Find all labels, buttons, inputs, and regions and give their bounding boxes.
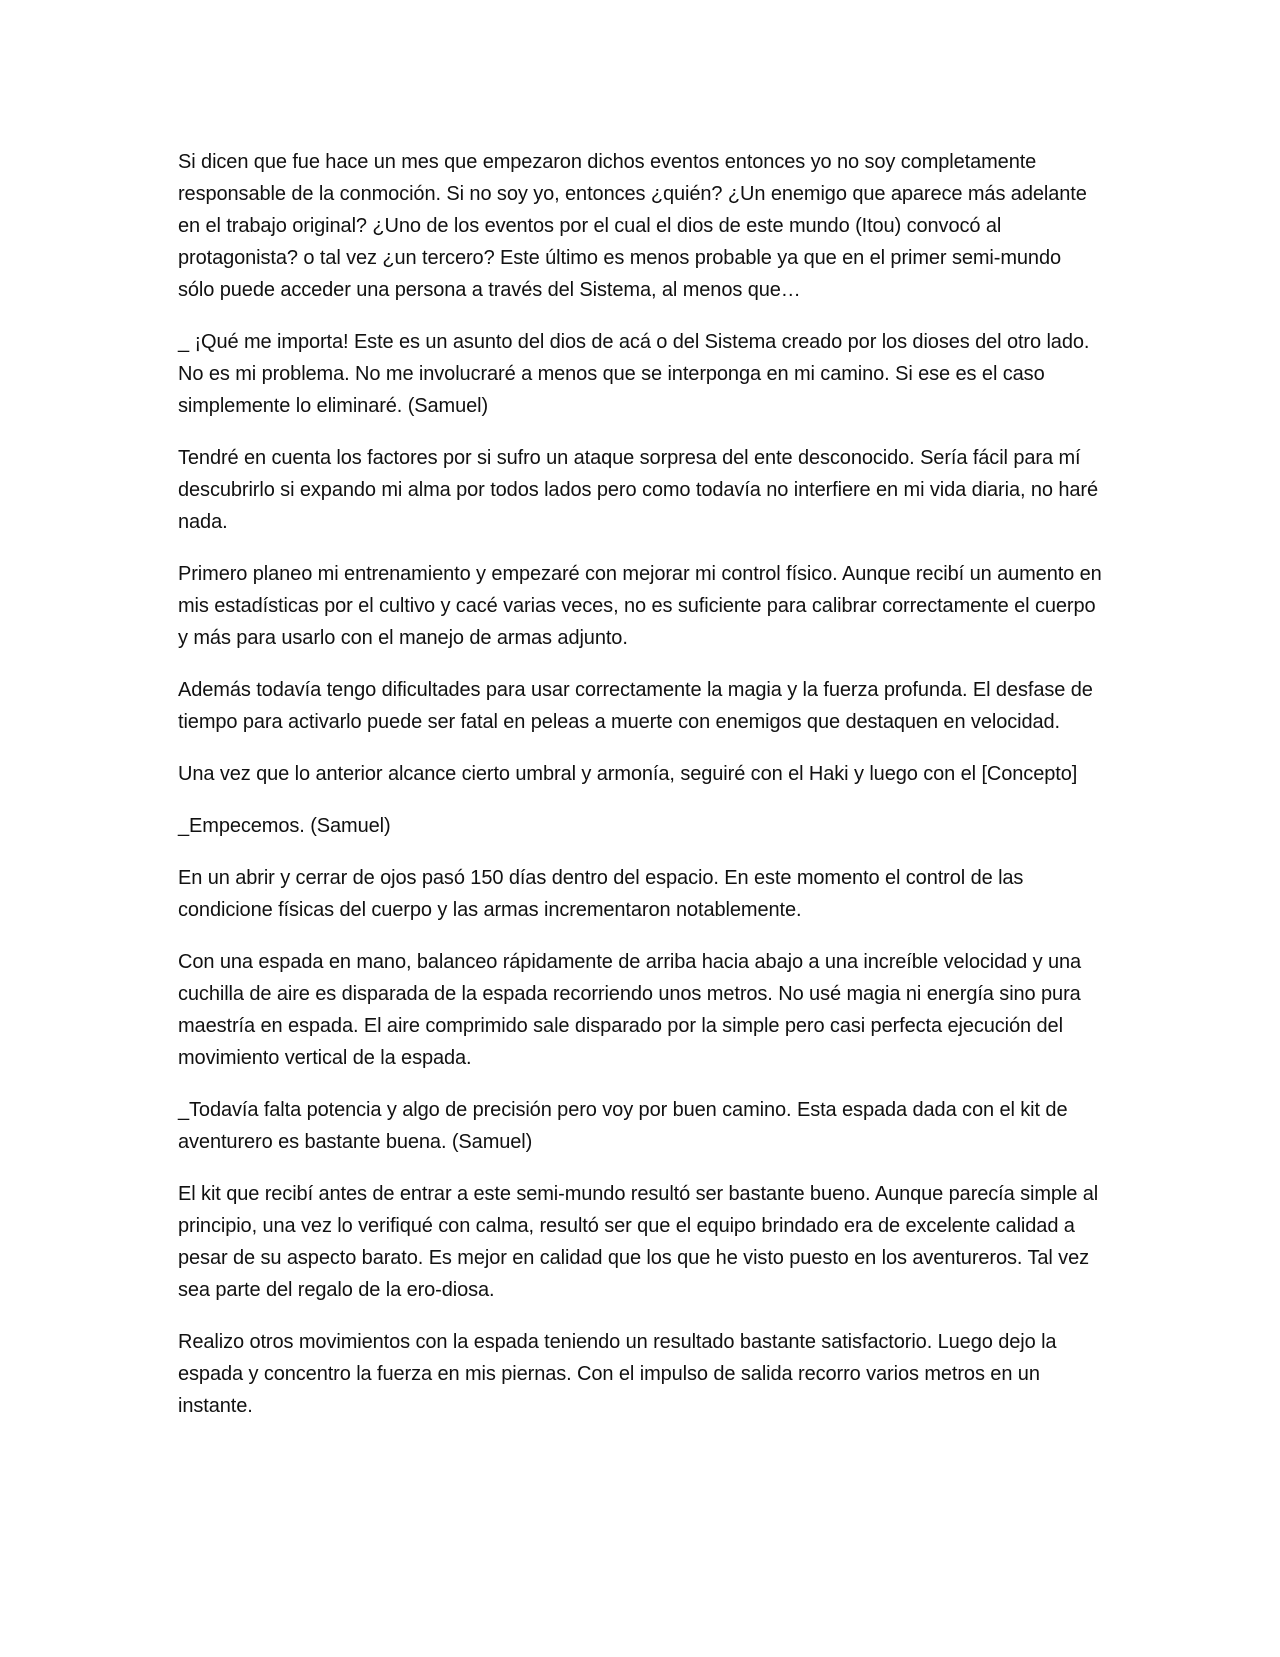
paragraph: Primero planeo mi entrenamiento y empezaré con mejorar mi control físico. Aunque recibí un aumento en mis estadísticas por el cultivo y cacé varias veces, no es suficiente para calibrar correctamente el cuerpo y más para usarlo con el manejo de armas adjunto. [178,563,1102,649]
paragraph: Una vez que lo anterior alcance cierto umbral y armonía, seguiré con el Haki y luego con el [Concepto] [178,763,1078,785]
paragraph: Si dicen que fue hace un mes que empezaron dichos eventos entonces yo no soy completamente responsable de la conmoción. Si no soy yo, entonces ¿quién? ¿Un enemigo que aparece más adelante en el trabajo original? ¿Uno de los eventos por el cual el dios de este mundo (Itou) convocó al protagonista? o tal vez ¿un tercero? Este último es menos probable ya que en el primer semi-mundo sólo puede acceder una persona a través del Sistema, al menos que… [178,151,1087,301]
paragraph: Realizo otros movimientos con la espada teniendo un resultado bastante satisfactorio. Luego dejo la espada y concentro la fuerza en mis piernas. Con el impulso de salida recorro varios metros en un instante. [178,1331,1057,1417]
paragraph: Tendré en cuenta los factores por si sufro un ataque sorpresa del ente desconocido. Sería fácil para mí descubrirlo si expando mi alma por todos lados pero como todavía no interfiere en mi vida diaria, no haré nada. [178,447,1099,533]
paragraph: En un abrir y cerrar de ojos pasó 150 días dentro del espacio. En este momento el control de las condicione físicas del cuerpo y las armas incrementaron notablemente. [178,867,1024,921]
paragraph: El kit que recibí antes de entrar a este semi-mundo resultó ser bastante bueno. Aunque parecía simple al principio, una vez lo verifiqué con calma, resultó ser que el equipo brindado era de excelente calidad a pesar de su aspecto barato. Es mejor en calidad que los que he visto puesto en los aventureros. Tal vez sea parte del regalo de la ero-diosa. [178,1183,1099,1301]
paragraph: _ ¡Qué me importa! Este es un asunto del dios de acá o del Sistema creado por los dioses del otro lado. No es mi problema. No me involucraré a menos que se interponga en mi camino. Si ese es el caso simplemente lo eliminaré. (Samuel) [178,331,1090,417]
paragraph: Además todavía tengo dificultades para usar correctamente la magia y la fuerza profunda. El desfase de tiempo para activarlo puede ser fatal en peleas a muerte con enemigos que destaquen en velocidad. [178,679,1093,733]
paragraph: Con una espada en mano, balanceo rápidamente de arriba hacia abajo a una increíble velocidad y una cuchilla de aire es disparada de la espada recorriendo unos metros. No usé magia ni energía sino pura maestría en espada. El aire comprimido sale disparado por la simple pero casi perfecta ejecución del movimiento vertical de la espada. [178,951,1082,1069]
paragraph: _Todavía falta potencia y algo de precisión pero voy por buen camino. Esta espada dada con el kit de aventurero es bastante buena. (Samuel) [178,1099,1068,1153]
paragraph: _Empecemos. (Samuel) [178,815,391,837]
document-body [178,146,1102,1422]
